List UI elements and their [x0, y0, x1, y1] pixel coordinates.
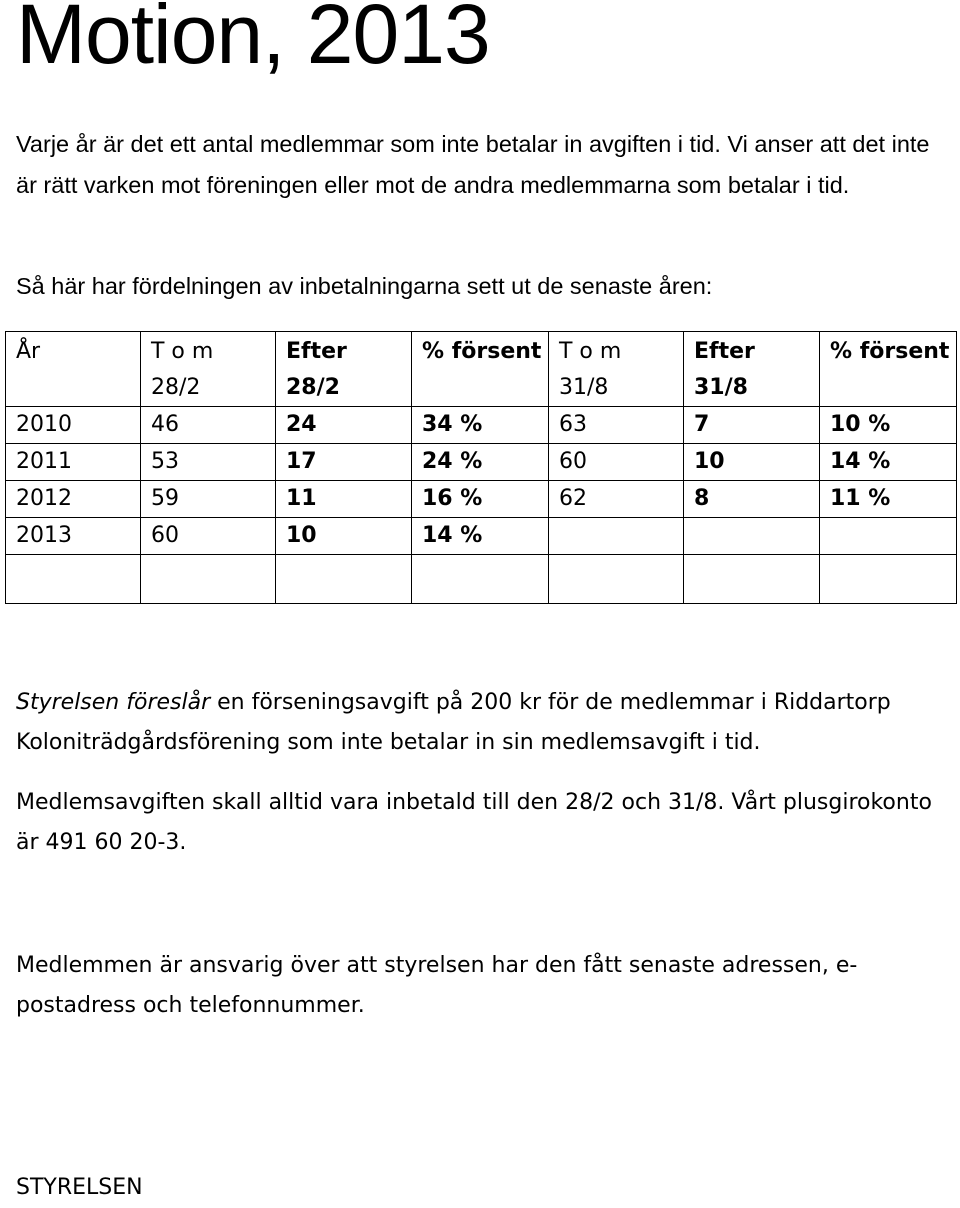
cell-tom-28-2: 59 — [141, 481, 276, 518]
header-cell-pct-late-2 — [820, 332, 957, 407]
empty-cell — [684, 555, 820, 604]
cell-year: 2010 — [6, 407, 141, 444]
table-row — [6, 407, 957, 444]
cell-efter-28-2: 11 — [276, 481, 412, 518]
empty-cell — [6, 555, 141, 604]
table-intro-paragraph: Så här har fördelningen av inbetalningarna sett ut de senaste åren: — [16, 273, 713, 299]
cell-year: 2011 — [6, 444, 141, 481]
empty-cell — [276, 555, 412, 604]
cell-efter-28-2: 10 — [276, 518, 412, 555]
intro-paragraph: Varje år är det ett antal medlemmar som inte betalar in avgiften i tid. Vi anser att det inte är rätt varken mot föreningen eller mot de andra medlemmarna som betalar i tid. — [16, 131, 930, 198]
cell-pct-late-1: 34 % — [412, 407, 549, 444]
payment-distribution-table — [5, 331, 957, 604]
cell-pct-late-2: 11 % — [820, 481, 957, 518]
header-cell-efter-31-8 — [684, 332, 820, 407]
cell-pct-late-2: 14 % — [820, 444, 957, 481]
header-efter-date: 31/8 — [694, 375, 748, 400]
cell-tom-28-2: 46 — [141, 407, 276, 444]
header-cell-year — [6, 332, 141, 407]
cell-efter-28-2: 24 — [276, 407, 412, 444]
header-pct-label: % försent — [830, 339, 950, 364]
table-row — [6, 444, 957, 481]
header-tom-label: T o m — [151, 339, 214, 364]
cell-efter-31-8: 10 — [684, 444, 820, 481]
cell-year: 2012 — [6, 481, 141, 518]
table-row — [6, 481, 957, 518]
empty-cell — [141, 555, 276, 604]
cell-pct-late-2: 10 % — [820, 407, 957, 444]
header-cell-pct-late-1 — [412, 332, 549, 407]
cell-year: 2013 — [6, 518, 141, 555]
cell-pct-late-1: 14 % — [412, 518, 549, 555]
cell-pct-late-2 — [820, 518, 957, 555]
cell-pct-late-1: 16 % — [412, 481, 549, 518]
header-efter-label: Efter — [286, 339, 347, 364]
header-tom-label: T o m — [559, 339, 622, 364]
cell-efter-31-8: 7 — [684, 407, 820, 444]
header-year-label: År — [16, 339, 41, 364]
header-cell-efter-28-2 — [276, 332, 412, 407]
cell-efter-31-8 — [684, 518, 820, 555]
table-row — [6, 518, 957, 555]
header-pct-label: % försent — [422, 339, 542, 364]
empty-cell — [549, 555, 684, 604]
proposal-paragraph — [16, 683, 951, 763]
cell-tom-31-8: 60 — [549, 444, 684, 481]
cell-efter-31-8: 8 — [684, 481, 820, 518]
responsibility-paragraph: Medlemmen är ansvarig över att styrelsen har den fått senaste adressen, e-postadress och telefonnummer. — [16, 953, 858, 1018]
cell-tom-28-2: 53 — [141, 444, 276, 481]
cell-tom-28-2: 60 — [141, 518, 276, 555]
proposal-subject: Styrelsen föreslår — [16, 690, 211, 715]
cell-tom-31-8 — [549, 518, 684, 555]
table-empty-row — [6, 555, 957, 604]
empty-cell — [820, 555, 957, 604]
header-efter-label: Efter — [694, 339, 755, 364]
cell-tom-31-8: 62 — [549, 481, 684, 518]
header-cell-tom-31-8 — [549, 332, 684, 407]
table-header-row — [6, 332, 957, 407]
header-cell-tom-28-2 — [141, 332, 276, 407]
deadline-paragraph: Medlemsavgiften skall alltid vara inbetald till den 28/2 och 31/8. Vårt plusgirokonto är 491 60 20-3. — [16, 790, 932, 855]
document-title: Motion, 2013 — [16, 0, 490, 81]
cell-pct-late-1: 24 % — [412, 444, 549, 481]
proposal-text: en förseningsavgift på 200 kr för de medlemmar i Riddartorp Koloniträdgårdsförening som inte betalar in sin medlemsavgift i tid. — [16, 690, 891, 755]
cell-efter-28-2: 17 — [276, 444, 412, 481]
signature: STYRELSEN — [16, 1175, 143, 1200]
header-tom-date: 28/2 — [151, 375, 201, 400]
header-tom-date: 31/8 — [559, 375, 609, 400]
header-efter-date: 28/2 — [286, 375, 340, 400]
empty-cell — [412, 555, 549, 604]
cell-tom-31-8: 63 — [549, 407, 684, 444]
